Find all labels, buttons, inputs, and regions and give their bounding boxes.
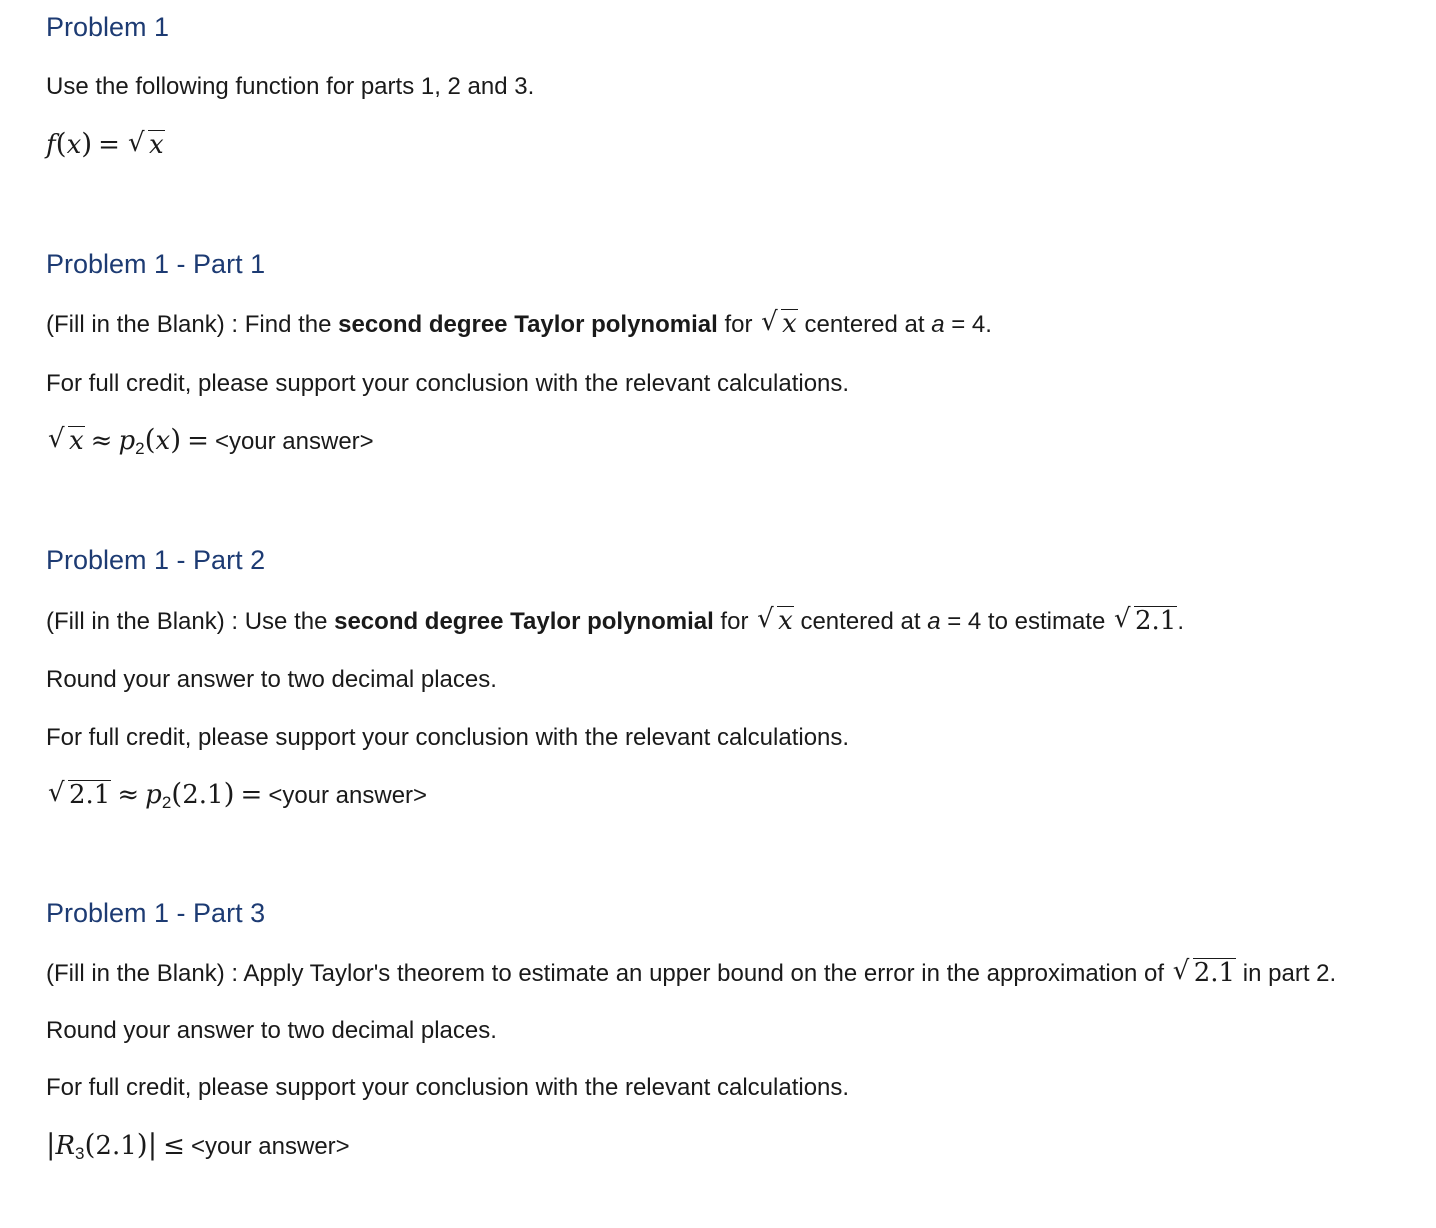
part1-answer[interactable]: √ $x \approx p_2(x)$ = <your answer> <box>48 423 374 458</box>
part2-support: For full credit, please support your conclusion with the relevant calculations. <box>46 724 850 751</box>
answer-placeholder[interactable]: <your answer> <box>214 428 374 455</box>
problem-intro: Use the following function for parts 1, 2 and 3. <box>46 73 535 100</box>
part2-heading: Problem 1 - Part 2 <box>46 545 266 575</box>
problem-heading: Problem 1 <box>46 12 170 42</box>
part3-support: For full credit, please support your conclusion with the relevant calculations. <box>46 1074 850 1101</box>
part1-heading: Problem 1 - Part 1 <box>46 249 266 279</box>
part1-support: For full credit, please support your conclusion with the relevant calculations. <box>46 370 850 397</box>
part3-question: (Fill in the Blank) : Apply Taylor's theorem to estimate an upper bound on the error in the approximation of √ 2.1 in part 2. <box>46 956 1337 988</box>
part2-answer[interactable]: √ $2.1 \approx p_2(2.1)$ = <your answer> <box>48 777 428 812</box>
sqrt-symbol: √ x <box>757 604 793 636</box>
part3-heading: Problem 1 - Part 3 <box>46 898 266 928</box>
part1-question: (Fill in the Blank) : Find the second degree Taylor polynomial for √ x centered at a = 4. <box>46 307 992 339</box>
part2-round: Round your answer to two decimal places. <box>46 666 497 693</box>
sqrt-symbol: √ 2.1 <box>1113 604 1177 636</box>
answer-placeholder[interactable]: <your answer> <box>190 1133 350 1160</box>
func-name: f <box>46 130 56 160</box>
sqrt-symbol: √ x <box>761 307 797 339</box>
sqrt-symbol: √ x <box>48 424 84 456</box>
part3-round: Round your answer to two decimal places. <box>46 1017 497 1044</box>
sqrt-symbol: √ x <box>127 128 164 160</box>
part3-answer[interactable]: $|R_3(2.1)|$ ≤ <your answer> <box>46 1128 350 1163</box>
answer-placeholder[interactable]: <your answer> <box>268 782 428 809</box>
function-definition: f(x) = √ x <box>46 127 164 160</box>
part2-question: (Fill in the Blank) : Use the second degree Taylor polynomial for √ x centered at a = 4 to estimate √ 2.1. <box>46 604 1185 636</box>
func-var: x <box>66 130 82 160</box>
sqrt-symbol: √ 2.1 <box>48 778 111 810</box>
sqrt-symbol: √ 2.1 <box>1172 956 1236 988</box>
